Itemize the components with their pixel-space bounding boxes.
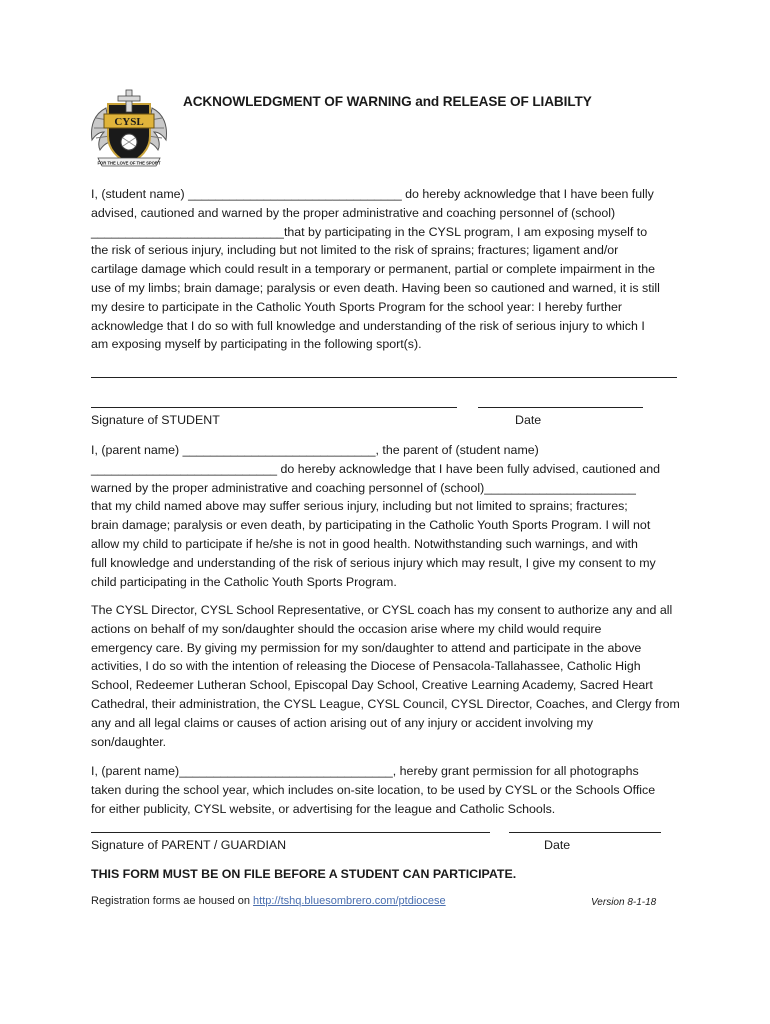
footer-note (91, 895, 446, 907)
consent-paragraph (91, 601, 687, 751)
paragraph-line: I, (parent name) ____________________________, the parent of (student name) (91, 443, 539, 457)
paragraph-line: allow my child to participate if he/she is not in good health. Notwithstanding such warnings, and with (91, 536, 638, 551)
paragraph-line: actions on behalf of my son/daughter should the occasion arise where my child would require (91, 621, 602, 636)
paragraph-line: acknowledge that I do so with full knowledge and understanding of the risk of serious injury to which I (91, 318, 645, 333)
parent-date-label: Date (544, 838, 571, 852)
paragraph-line: my desire to participate in the Catholic Youth Sports Program for the school year: I hereby further (91, 299, 623, 314)
student-signature-line[interactable] (91, 407, 457, 408)
logo-motto: FOR THE LOVE OF THE SPORT (97, 160, 161, 166)
cysl-logo (88, 88, 170, 172)
student-date-label: Date (515, 413, 542, 427)
paragraph-line: School, Redeemer Lutheran School, Episcopal Day School, Creative Learning Academy, Sacred Heart (91, 678, 653, 693)
parent-date-line[interactable] (509, 832, 661, 833)
logo-text: CYSL (114, 116, 144, 128)
paragraph-line: am exposing myself by participating in the following sport(s). (91, 337, 422, 352)
paragraph-line: I, (parent name)_______________________________, hereby grant permission for all photographs (91, 764, 639, 778)
sports-entry-line[interactable] (91, 377, 677, 378)
paragraph-line: use of my limbs; brain damage; paralysis or even death. Having been so cautioned and warned, it is still (91, 280, 660, 295)
paragraph-line: that my child named above may suffer serious injury, including but not limited to sprains; fractures; (91, 499, 628, 514)
notice-text: THIS FORM MUST BE ON FILE BEFORE A STUDENT CAN PARTICIPATE. (91, 867, 517, 881)
student-date-line[interactable] (478, 407, 643, 408)
parent-signature-label: Signature of PARENT / GUARDIAN (91, 838, 287, 852)
parent-signature-line[interactable] (91, 832, 490, 833)
paragraph-line: for either publicity, CYSL website, or advertising for the league and Catholic Schools. (91, 801, 556, 816)
student-acknowledgment-paragraph (91, 185, 687, 354)
paragraph-line: ___________________________ do hereby acknowledge that I have been fully advised, cautioned and (91, 461, 661, 476)
paragraph-line: emergency care. By giving my permission for my son/daughter to attend and participate in the above (91, 640, 642, 655)
footer-text: Registration forms ae housed on (91, 895, 254, 907)
student-signature-label: Signature of STUDENT (91, 413, 220, 427)
paragraph-line: any and all legal claims or causes of action arising out of any injury or accident involving my (91, 715, 594, 730)
registration-link[interactable]: http://tshq.bluesombrero.com/ptdiocese (253, 895, 446, 907)
paragraph-line: warned by the proper administrative and coaching personnel of (school)______________________ (91, 480, 636, 495)
paragraph-line: activities, I do so with the intention of releasing the Diocese of Pensacola-Tallahassee, Catholic High (91, 659, 641, 674)
paragraph-line: taken during the school year, which includes on-site location, to be used by CYSL or the Schools Office (91, 782, 656, 797)
paragraph-line: cartilage damage which could result in a temporary or permanent, partial or complete impairment in the (91, 262, 656, 277)
paragraph-line: full knowledge and understanding of the risk of serious injury which may result, I give my consent to my (91, 555, 656, 570)
paragraph-line: child participating in the Catholic Youth Sports Program. (91, 574, 397, 589)
paragraph-line: ____________________________that by participating in the CYSL program, I am exposing myself to (91, 224, 648, 239)
page-title: ACKNOWLEDGMENT OF WARNING and RELEASE OF LIABILTY (183, 94, 592, 109)
photo-permission-paragraph (91, 762, 687, 818)
version-label: Version 8-1-18 (591, 897, 657, 908)
paragraph-line: brain damage; paralysis or even death, by participating in the Catholic Youth Sports Program. I will not (91, 518, 651, 533)
paragraph-line: I, (student name) _______________________________ do hereby acknowledge that I have been fully (91, 187, 654, 201)
parent-acknowledgment-paragraph (91, 441, 687, 591)
paragraph-line: advised, cautioned and warned by the proper administrative and coaching personnel of (school) (91, 205, 616, 220)
paragraph-line: Cathedral, their administration, the CYSL League, CYSL Council, CYSL Director, Coaches, and Clergy from (91, 696, 680, 711)
paragraph-line: son/daughter. (91, 734, 167, 749)
paragraph-line: the risk of serious injury, including but not limited to the risk of sprains; fractures; ligament and/or (91, 243, 619, 258)
paragraph-line: The CYSL Director, CYSL School Representative, or CYSL coach has my consent to authorize any and all (91, 603, 673, 617)
